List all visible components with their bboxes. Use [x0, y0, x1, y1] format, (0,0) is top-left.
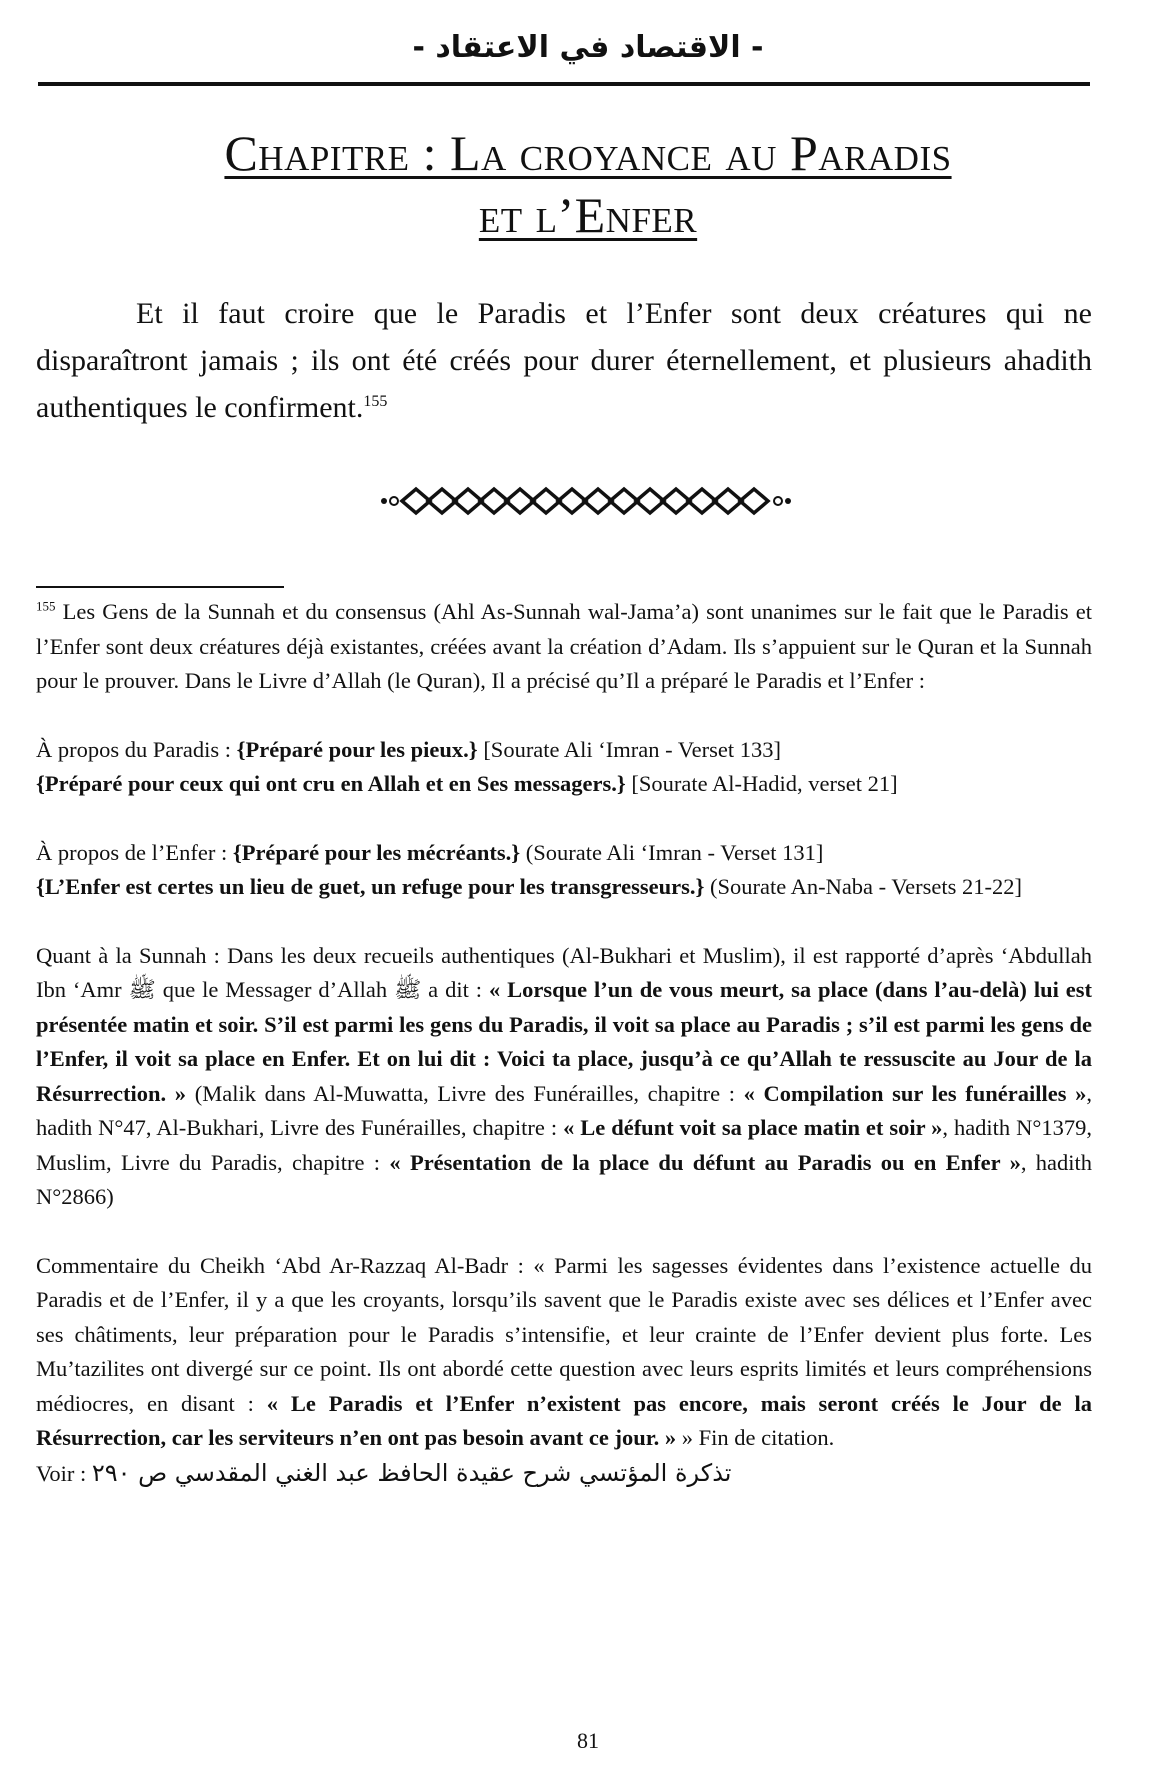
intro-text: Et il faut croire que le Paradis et l’Enfer sont deux créatures qui ne disparaîtront jamais ; ils ont été créés pour durer éternellement, et plusieurs ahadith authentiques le confirment. [36, 297, 1092, 424]
enfer-verse-1: À propos de l’Enfer : {Préparé pour les mécréants.} (Sourate Ali ‘Imran - Verset 131] [36, 839, 824, 865]
paradis-verse-2: {Préparé pour ceux qui ont cru en Allah et en Ses messagers.} [Sourate Al-Hadid, verset 21] [36, 771, 898, 796]
chapter-title-line2: et l’Enfer [478, 187, 698, 243]
footnote-paragraph: $^{155}$ Les Gens de la Sunnah et du consensus (Ahl As-Sunnah wal-Jama’a) sont unanimes sur le fait que le Paradis et l’Enfer sont deux créatures déjà existantes, créées avant la création d’Adam. Ils s’appuient sur le Quran et la Sunnah pour le prouver. Dans le Livre d’Allah (le Quran), Il a précisé qu’Il a préparé le Paradis et l’Enfer : [36, 598, 1092, 693]
footnote-reference: 155 [363, 393, 388, 410]
sunnah-paragraph: Quant à la Sunnah : Dans les deux recueils authentiques (Al-Bukhari et Muslim), il est rapporté d’après ‘Abdullah Ibn ‘Amr ﷺ que le Messager d’Allah ﷺ a dit : « Lorsque l’un de vous meurt, sa place (dans l’au-delà) lui est présentée matin et soir. S’il est parmi les gens du Paradis, il voit sa place au Paradis ; s’il est parmi les gens de l’Enfer, il voit sa place en Enfer. Et on lui dit : Voici ta place, jusqu’à ce qu’Allah te ressuscite au Jour de la Résurrection. » (Malik dans Al-Muwatta, Livre des Funérailles, chapitre : « Compilation sur les funérailles », hadith N°47, Al-Bukhari, Livre des Funérailles, chapitre : « Le défunt voit sa place matin et soir », hadith N°1379, Muslim, Livre du Paradis, chapitre : « Présentation de la place du défunt au Paradis ou en Enfer », hadith N°2866) [36, 942, 1093, 1209]
commentary-paragraph: Commentaire du Cheikh ‘Abd Ar-Razzaq Al-Badr : « Parmi les sagesses évidentes dans l’existence actuelle du Paradis et de l’Enfer, il y a que les croyants, lorsqu’ils savent que le Paradis existe avec ses délices et l’Enfer avec ses châtiments, leur préparation pour le Paradis s’intensifie, et leur crainte de l’Enfer devient plus forte. Les Mu’tazilites ont divergé sur ce point. Ils ont abordé cette question avec leurs esprits limités et leurs compréhensions médiocres, en disant : « Le Paradis et l’Enfer n’existent pas encore, mais seront créés le Jour de la Résurrection, car les serviteurs n’en ont pas besoin avant ce jour. » » Fin de citation. [36, 1252, 1092, 1450]
chapter-title-line1: Chapitre : La croyance au Paradis [224, 125, 952, 181]
footnote-155 [36, 595, 1092, 1491]
enfer-verse-2: {L’Enfer est certes un lieu de guet, un refuge pour les transgresseurs.} (Sourate An-Naba - Versets 21-22] [36, 874, 1022, 899]
ornament-icon [378, 484, 798, 518]
intro-paragraph [36, 290, 1092, 431]
header-rule [38, 82, 1090, 86]
source-reference: Voir : تذكرة المؤتسي شرح عقيدة الحافظ عبد الغني المقدسي ص ٢٩٠ [36, 1458, 732, 1487]
footnote-number: 155 [36, 598, 56, 614]
paradis-verse-1: À propos du Paradis : {Préparé pour les pieux.} [Sourate Ali ‘Imran - Verset 133] [36, 736, 781, 762]
ornament-divider [0, 484, 1176, 518]
page-number: 81 [577, 1728, 599, 1753]
chapter-title [60, 122, 1116, 246]
footnote-separator [36, 586, 284, 588]
running-head: - الاقتصاد في الاعتقاد - [412, 30, 764, 65]
